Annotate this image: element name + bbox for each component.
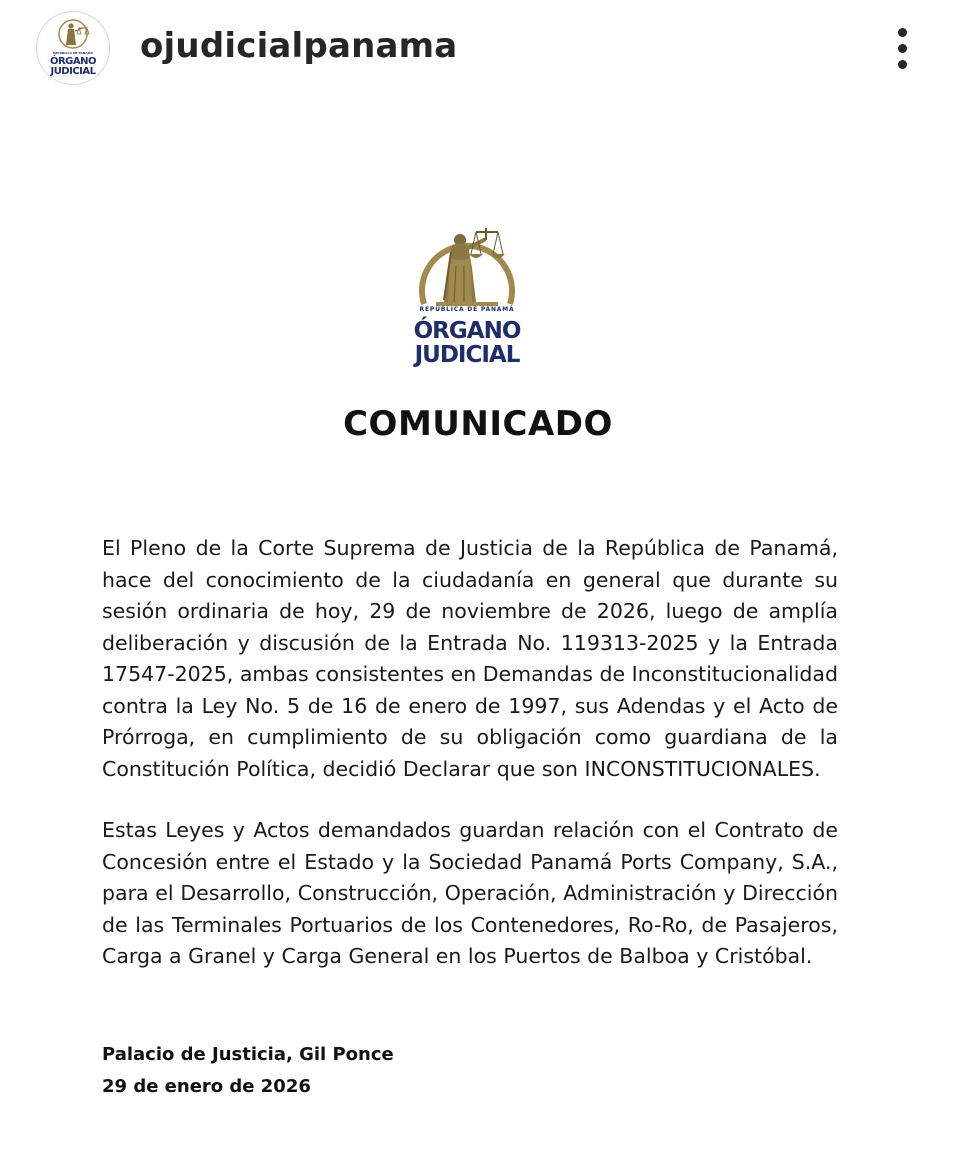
svg-text:JUDICIAL: JUDICIAL [50,66,96,77]
avatar[interactable] [36,11,110,85]
organo-judicial-logo [402,218,532,378]
post-header [0,0,956,100]
logo-organo-text: ÓRGANO [413,318,521,344]
signature-date: 29 de enero de 2026 [102,1076,311,1097]
logo-judicial-text: JUDICIAL [414,342,520,368]
svg-text:REPÚBLICA DE PANAMÁ: REPÚBLICA DE PANAMÁ [53,51,93,55]
more-dot [898,60,907,69]
svg-text:ÓRGANO: ÓRGANO [49,56,97,67]
logo-republic-text: REPÚBLICA DE PANAMÁ [419,306,515,313]
signature-place: Palacio de Justicia, Gil Ponce [102,1044,394,1065]
username-link[interactable]: ojudicialpanama [140,26,458,66]
communique-paragraph-2: Estas Leyes y Actos demandados guardan relación con el Contrato de Concesión entre el Estado y la Sociedad Panamá Ports Company, S.A., para el Desarrollo, Construcción, Operación, Administración y Dirección de las Terminales Portuarios de los Contenedores, Ro-Ro, de Pasajeros, Carga a Granel y Carga General en los Puertos de Balboa y Cristóbal. [102,818,838,968]
more-options-button[interactable] [884,24,924,72]
justice-emblem-icon [37,12,109,84]
more-dot [898,44,907,53]
communique-title: COMUNICADO [343,404,613,444]
more-vertical-icon [898,28,907,37]
justice-scales-icon [414,218,520,308]
communique-paragraph-1: El Pleno de la Corte Suprema de Justicia de la República de Panamá, hace del conocimiento de la ciudadanía en general que durante su sesión ordinaria de hoy, 29 de noviembre de 2026, luego de amplía deliberación y discusión de la Entrada No. 119313-2025 y la Entrada 17547-2025, ambas consistentes en Demandas de Inconstitucionalidad contra la Ley No. 5 de 16 de enero de 1997, sus Adendas y el Acto de Prórroga, en cumplimiento de su obligación como guardiana de la Constitución Política, decidió Declarar que son INCONSTITUCIONALES. [102,536,838,781]
